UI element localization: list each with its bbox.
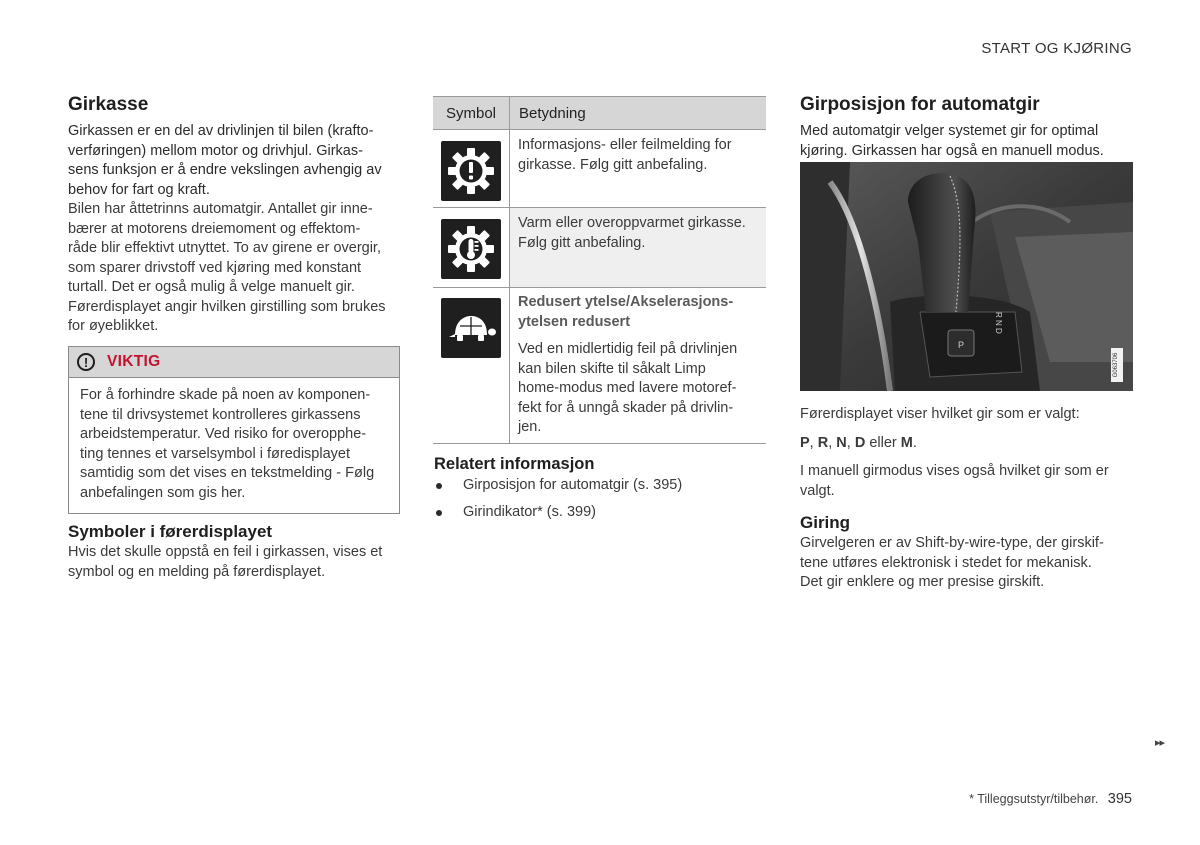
related-title: Relatert informasjon — [434, 455, 595, 473]
separator: , — [809, 434, 818, 451]
line: For å forhindre skade på noen av komponen- — [80, 387, 371, 403]
line: råde blir effektivt utnyttet. To av girene er overgir, — [68, 240, 381, 256]
separator: , — [846, 434, 855, 451]
gear-selector-photo — [800, 162, 1133, 391]
line: tene utføres elektronisk i stedet for mekanisk. — [800, 554, 1092, 571]
girkasse-title: Girkasse — [68, 94, 149, 115]
giring-text — [800, 534, 1133, 593]
line: kjøring. Girkassen har også en manuell modus. — [800, 142, 1104, 159]
warning-text — [69, 378, 399, 513]
line: ytelsen redusert — [518, 313, 631, 330]
separator: , — [828, 434, 837, 451]
separator: . — [912, 434, 917, 451]
gear-list — [800, 434, 1133, 454]
line: for øyeblikket. — [68, 318, 159, 334]
table-header — [433, 96, 766, 130]
related-link[interactable]: Girposisjon for automatgir (s. 395) — [434, 476, 764, 496]
gear-p: P — [800, 434, 810, 451]
continue-arrows-icon: ▸▸ — [1154, 737, 1164, 749]
line: Informasjons- eller feilmelding for — [518, 137, 732, 153]
separator: eller — [865, 434, 901, 451]
line: tene til drivsystemet kontrolleres girkassens — [80, 406, 361, 423]
related-link[interactable]: Girindikator* (s. 399) — [434, 503, 764, 523]
line: Ved en midlertidig feil på drivlinjen — [518, 341, 738, 357]
line: Varm eller overoppvarmet girkasse. — [518, 215, 746, 231]
line: behov for fart og kraft. — [68, 181, 210, 198]
gear-m: M — [900, 434, 913, 451]
after-image-text: Førerdisplayet viser hvilket gir som er valgt: — [800, 406, 1080, 422]
related-list — [434, 476, 764, 522]
line: verføringen) mellom motor og drivhjul. Girkas- — [68, 142, 363, 159]
line: valgt. — [800, 482, 835, 499]
turtle-icon — [441, 298, 501, 358]
header-symbol: Symbol — [433, 97, 510, 129]
warning-label: VIKTIG — [107, 353, 161, 370]
line: Girkassen er en del av drivlinjen til bilen (krafto- — [68, 123, 374, 139]
line: Det gir enklere og mer presise girskift. — [800, 574, 1045, 590]
line: Førerdisplayet angir hvilken girstilling som brukes — [68, 298, 386, 315]
line: symbol og en melding på førerdisplayet. — [68, 563, 326, 580]
symbol-cell — [433, 130, 510, 207]
row-text — [518, 340, 758, 438]
row-heading — [518, 293, 758, 332]
image-code: G063706 — [1113, 352, 1119, 378]
line: girkasse. Følg gitt anbefaling. — [518, 156, 708, 173]
gear-warning-icon — [441, 141, 501, 201]
line: samtidig som det vises en tekstmelding - Følg — [80, 465, 375, 481]
table-row — [433, 208, 766, 288]
chapter-header: START OG KJØRING — [981, 40, 1132, 57]
symbols-title: Symboler i førerdisplayet — [68, 522, 273, 541]
related-section — [434, 455, 764, 529]
meaning-cell — [510, 130, 766, 207]
warning-header — [69, 347, 399, 378]
line: Bilen har åttetrinns automatgir. Antallet gir inne- — [68, 201, 373, 217]
meaning-cell — [510, 288, 766, 443]
gear-info-section — [800, 405, 1133, 593]
line: bærer at motorens dreiemoment og effektom- — [68, 220, 361, 237]
exclamation-icon: ! — [77, 353, 95, 371]
header-meaning: Betydning — [519, 104, 586, 122]
symbols-section — [68, 522, 400, 582]
footer — [969, 791, 1132, 807]
table-row — [433, 130, 766, 208]
girkasse-section — [68, 94, 400, 337]
label-rnd: R N D — [994, 312, 1003, 334]
line: Redusert ytelse/Akselerasjons- — [518, 294, 734, 310]
girkasse-description — [68, 200, 400, 337]
line: anbefalingen som gis her. — [80, 484, 246, 501]
girkasse-intro — [68, 122, 400, 200]
line: Med automatgir velger systemet gir for optimal — [800, 123, 1099, 139]
line: ting tennes et varselsymbol i føredisplayet — [80, 445, 350, 462]
footnote-text: * Tilleggsutstyr/tilbehør. — [969, 792, 1099, 806]
girposisjon-title: Girposisjon for automatgir — [800, 94, 1040, 115]
line: som sparer drivstoff ved kjøring med konstant — [68, 259, 362, 276]
symbol-cell — [433, 288, 510, 443]
page-number: 395 — [1107, 791, 1132, 807]
line: arbeidstemperatur. Ved risiko for overopphe- — [80, 426, 367, 442]
warning-box — [68, 346, 400, 514]
line: Girvelgeren er av Shift-by-wire-type, der girskif- — [800, 535, 1104, 551]
manual-mode-text — [800, 462, 1133, 501]
line: kan bilen skifte til såkalt Limp — [518, 360, 706, 377]
line: turtall. Det er også mulig å velge manuelt gir. — [68, 279, 355, 295]
girposisjon-intro — [800, 122, 1133, 161]
giring-title: Giring — [800, 513, 851, 532]
symbols-text — [68, 543, 400, 582]
line: Følg gitt anbefaling. — [518, 234, 646, 251]
gear-n: N — [836, 434, 847, 451]
line: jen. — [518, 419, 542, 435]
gear-temperature-icon — [441, 219, 501, 279]
label-p: P — [957, 340, 965, 350]
line: sens funksjon er å endre vekslingen avhengig av — [68, 162, 382, 178]
line: Hvis det skulle oppstå en feil i girkassen, vises et — [68, 544, 383, 560]
symbol-cell — [433, 208, 510, 287]
gear-r: R — [817, 434, 829, 451]
table-row — [433, 288, 766, 444]
line: fekt for å unngå skader på drivlin- — [518, 399, 734, 416]
line: I manuell girmodus vises også hvilket gir som er — [800, 463, 1109, 479]
girposisjon-section — [800, 94, 1133, 161]
symbol-table — [433, 96, 766, 444]
meaning-cell — [510, 208, 766, 287]
line: home-modus med lavere motoref- — [518, 380, 737, 396]
gear-d: D — [854, 434, 866, 451]
